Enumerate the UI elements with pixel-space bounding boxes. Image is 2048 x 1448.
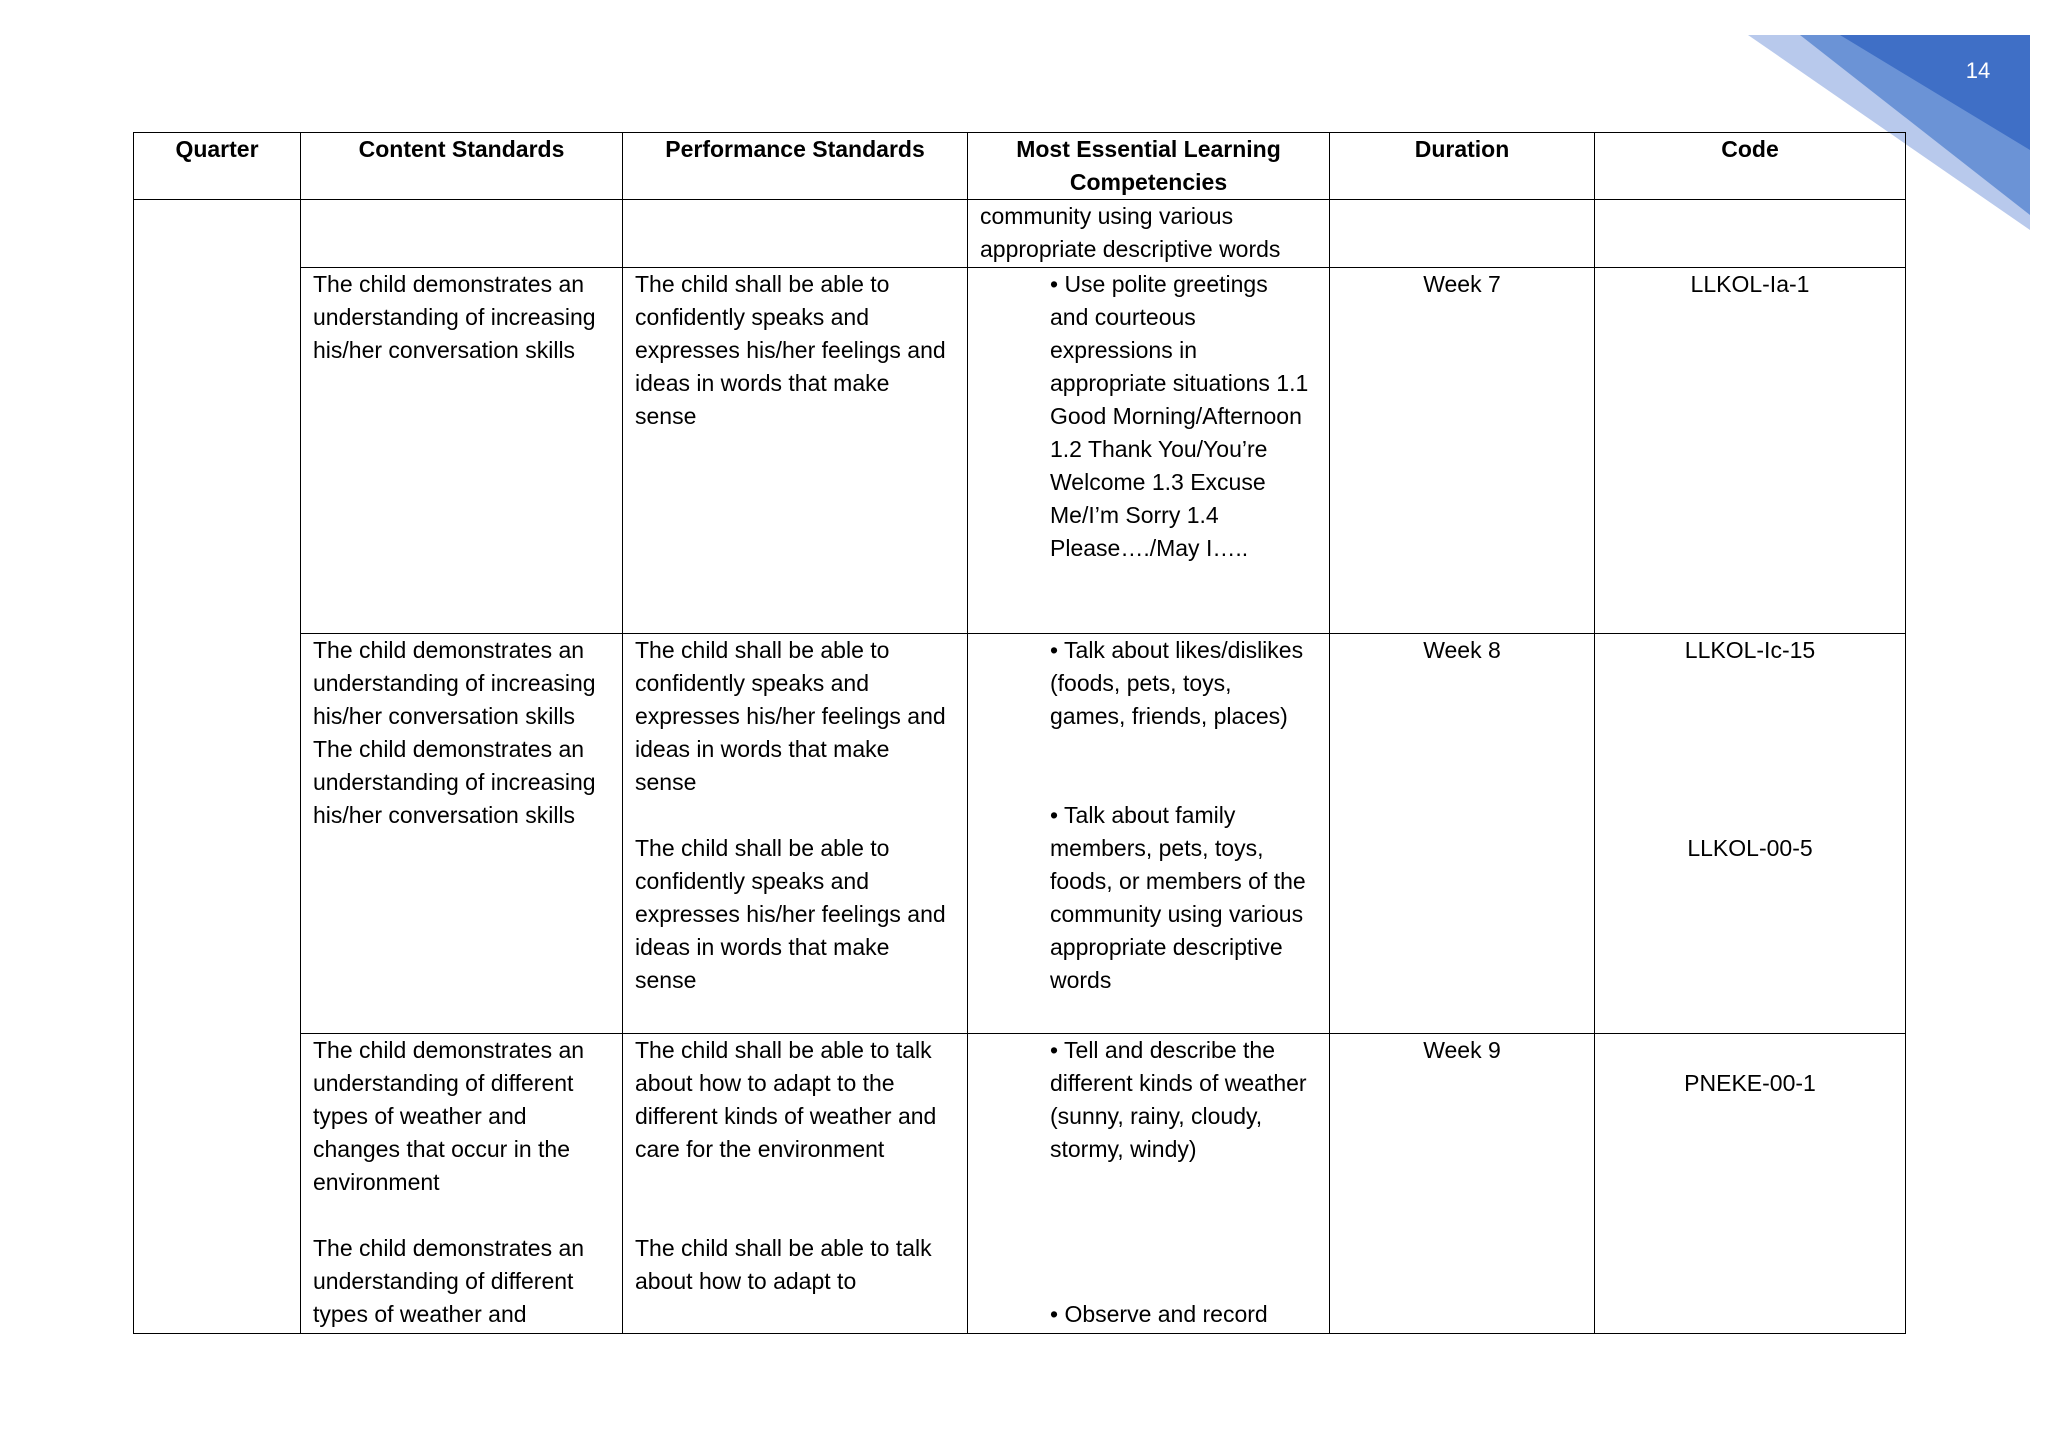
code-text-b: LLKOL-00-5: [1687, 835, 1813, 861]
performance-cell: [623, 634, 968, 1034]
competency-cell: [968, 1034, 1330, 1334]
competency-cell: community using various appropriate descriptive words: [968, 200, 1330, 268]
code-cell: LLKOL-Ia-1: [1595, 268, 1906, 634]
header-row: [134, 133, 1906, 200]
performance-text-a: The child shall be able to talk about how to adapt to the different kinds of weather and care for the environment: [635, 1037, 937, 1162]
content-text-b: The child demonstrates an understanding of different types of weather and: [313, 1235, 585, 1327]
content-cell: [301, 1034, 623, 1334]
header-melc: [968, 133, 1330, 200]
code-text-a: LLKOL-Ic-15: [1684, 637, 1816, 663]
header-melc-line1: Most Essential Learning: [1016, 136, 1281, 162]
competency-text-a: • Talk about likes/dislikes (foods, pets, toys, games, friends, places): [1050, 637, 1304, 729]
table-row: [134, 1034, 1906, 1334]
header-code: Code: [1595, 133, 1906, 200]
performance-text-b: The child shall be able to confidently speaks and expresses his/her feelings and ideas in words that make sense: [635, 835, 946, 993]
header-content-standards: Content Standards: [301, 133, 623, 200]
competency-cell: [968, 634, 1330, 1034]
table-row: [134, 200, 1906, 268]
duration-cell: Week 9: [1330, 1034, 1595, 1334]
code-cell: [1595, 634, 1906, 1034]
duration-cell: Week 7: [1330, 268, 1595, 634]
content-cell: [301, 634, 623, 1034]
competency-text-a: • Tell and describe the different kinds of weather (sunny, rainy, cloudy, stormy, windy): [1050, 1037, 1307, 1162]
content-cell: [301, 200, 623, 268]
performance-cell: [623, 1034, 968, 1334]
page-number: 14: [1965, 58, 1991, 83]
performance-text-b: The child shall be able to talk about how to adapt to: [635, 1235, 932, 1294]
performance-cell: [623, 200, 968, 268]
content-text-b: The child demonstrates an understanding of increasing his/her conversation skills: [313, 736, 596, 828]
code-text: PNEKE-00-1: [1684, 1070, 1816, 1096]
duration-cell: [1330, 200, 1595, 268]
performance-text-a: The child shall be able to confidently speaks and expresses his/her feelings and ideas in words that make sense: [635, 637, 946, 795]
code-cell: [1595, 1034, 1906, 1334]
header-melc-line2: Competencies: [1069, 169, 1228, 195]
content-text-a: The child demonstrates an understanding of different types of weather and changes that occur in the environment: [313, 1037, 585, 1195]
header-quarter: Quarter: [134, 133, 301, 200]
code-cell: [1595, 200, 1906, 268]
competency-cell: • Use polite greetings and courteous expressions in appropriate situations 1.1 Good Morning/Afternoon 1.2 Thank You/You’re Welcome 1.3 Excuse Me/I’m Sorry 1.4 Please…./May I…..: [968, 268, 1330, 634]
competency-text-b: • Talk about family members, pets, toys, foods, or members of the community using various appropriate descriptive words: [1050, 802, 1306, 993]
header-duration: Duration: [1330, 133, 1595, 200]
table-row: [134, 268, 1906, 634]
header-performance-standards: Performance Standards: [623, 133, 968, 200]
curriculum-table: [133, 132, 1906, 1334]
table-row: [134, 634, 1906, 1034]
content-cell: The child demonstrates an understanding of increasing his/her conversation skills: [301, 268, 623, 634]
content-text-a: The child demonstrates an understanding of increasing his/her conversation skills: [313, 637, 596, 729]
quarter-cell: [134, 200, 301, 1334]
performance-cell: The child shall be able to confidently speaks and expresses his/her feelings and ideas in words that make sense: [623, 268, 968, 634]
duration-cell: Week 8: [1330, 634, 1595, 1034]
competency-text-b: • Observe and record: [1050, 1301, 1268, 1327]
